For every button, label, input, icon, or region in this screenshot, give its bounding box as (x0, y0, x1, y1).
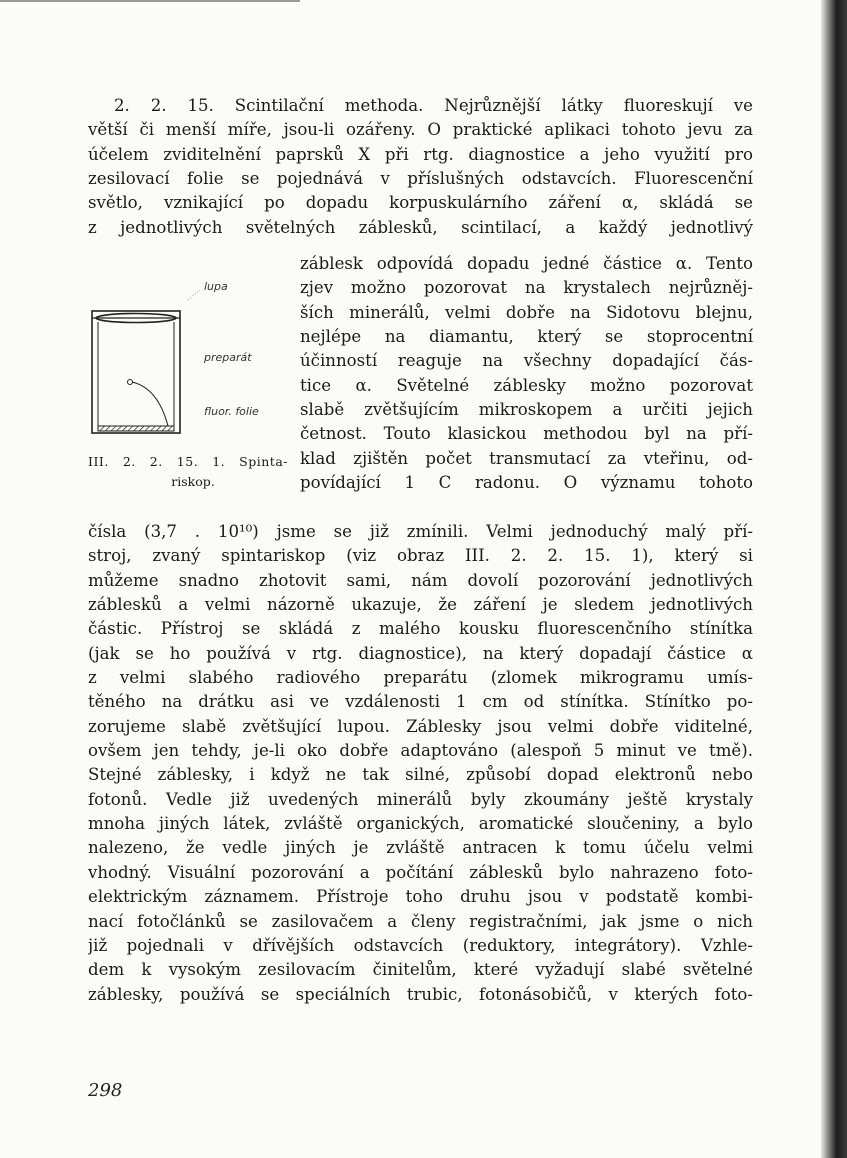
text-line: účinností reaguje na všechny dopadající čás- (300, 351, 753, 371)
text-line: nejlépe na diamantu, který se stoprocentní (300, 327, 753, 347)
text-line: světlo, vznikající po dopadu korpuskulárního záření α, skládá se (88, 193, 753, 213)
preparat-dot (128, 380, 133, 385)
text-line: elektrickým záznamem. Přístroje toho druhu jsou v podstatě kombi- (88, 887, 753, 907)
text-line: tice α. Světelné záblesky možno pozorovat (300, 375, 753, 395)
text-line: zorujeme slabě zvětšující lupou. Záblesky jsou velmi dobře viditelné, (88, 716, 753, 736)
leader-line (188, 290, 200, 300)
text-line: již pojednali v dřívějších odstavcích (reduktory, integrátory). Vzhle- (88, 935, 753, 955)
top-paragraph (88, 94, 753, 240)
text-line: zesilovací folie se pojednává v příslušných odstavcích. Fluorescenční (88, 169, 753, 189)
text-line: větší či menší míře, jsou-li ozářeny. O praktické aplikaci tohoto jevu za (88, 120, 753, 140)
text-line: těného na drátku asi ve vzdálenosti 1 cm od stínítka. Stínítko po- (88, 692, 753, 712)
text-line: klad zjištěn počet transmutací za vteřinu, od- (300, 448, 753, 468)
text-line: ších minerálů, velmi dobře na Sidotovu blejnu, (300, 302, 753, 322)
text-line: stroj, zvaný spintariskop (viz obraz III. 2. 2. 15. 1), který si (88, 546, 753, 566)
book-spine-shadow (821, 0, 847, 1158)
text-line: četnost. Touto klasickou methodou byl na pří- (300, 424, 753, 444)
text-line: částic. Přístroj se skládá z malého kousku fluorescenčního stínítka (88, 619, 753, 639)
text-line: čísla (3,7 . 10¹⁰) jsme se již zmínili. Velmi jednoduchý malý pří- (88, 522, 753, 541)
caption-line: riskop. (171, 474, 215, 489)
spintariskop-figure (88, 278, 288, 478)
label-lupa: lupa (204, 280, 228, 293)
text-line: zjev možno pozorovat na krystalech nejrůzněj- (300, 278, 753, 298)
text-line: slabě zvětšujícím mikroskopem a určiti jejich (300, 400, 753, 420)
label-fluor-folie: fluor. folie (204, 405, 259, 418)
spintariskop-diagram (88, 278, 288, 448)
preparat-wire (132, 382, 168, 426)
text-line: mnoha jiných látek, zvláště organických, aromatické sloučeniny, a bylo (88, 814, 753, 834)
text-line: ovšem jen tehdy, je-li oko dobře adaptováno (alespoň 5 minut ve tmě). (88, 741, 753, 761)
wrapped-paragraph (300, 252, 753, 495)
figure-caption (88, 452, 288, 492)
label-preparat: preparát (204, 351, 252, 364)
text-line: dem k vysokým zesilovacím činitelům, které vyžadují slabé světelné (88, 960, 753, 980)
text-line: můžeme snadno zhotovit sami, nám dovolí pozorování jednotlivých (88, 570, 753, 590)
text-line: účelem zviditelnění paprsků X při rtg. diagnostice a jeho využití pro (88, 144, 753, 164)
text-line: fotonů. Vedle již uvedených minerálů byly zkoumány ještě krystaly (88, 789, 753, 809)
text-line: nací fotočlánků se zasilovačem a členy registračními, jak jsme o nich (88, 911, 753, 931)
text-line: vhodný. Visuální pozorování a počítání záblesků bylo nahrazeno foto- (88, 862, 753, 882)
text-line: Stejné záblesky, i když ne tak silné, způsobí dopad elektronů nebo (88, 765, 753, 785)
bottom-paragraph (88, 520, 753, 1007)
text-line: povídající 1 C radonu. O významu tohoto (300, 473, 753, 493)
page-number: 298 (88, 1080, 123, 1101)
caption-line: III. 2. 2. 15. 1. Spinta- (88, 454, 288, 469)
text-line: z velmi slabého radiového preparátu (zlomek mikrogramu umís- (88, 668, 753, 688)
text-line: 2. 2. 15. Scintilační methoda. Nejrůznější látky fluoreskují ve (114, 96, 753, 115)
text-line: (jak se ho používá v rtg. diagnostice), na který dopadají částice α (88, 643, 753, 663)
text-line: záblesk odpovídá dopadu jedné částice α. Tento (300, 254, 753, 273)
fluor-folie-screen (98, 426, 174, 431)
text-line: záblesky, používá se speciálních trubic, fotonásobičů, v kterých foto- (88, 984, 753, 1004)
text-line: z jednotlivých světelných záblesků, scintilací, a každý jednotlivý (88, 217, 753, 237)
top-edge-line (0, 0, 300, 2)
text-line: nalezeno, že vedle jiných je zvláště antracen k tomu účelu velmi (88, 838, 753, 858)
diagram-box (92, 311, 180, 433)
text-line: záblesků a velmi názorně ukazuje, že záření je sledem jednotlivých (88, 595, 753, 615)
